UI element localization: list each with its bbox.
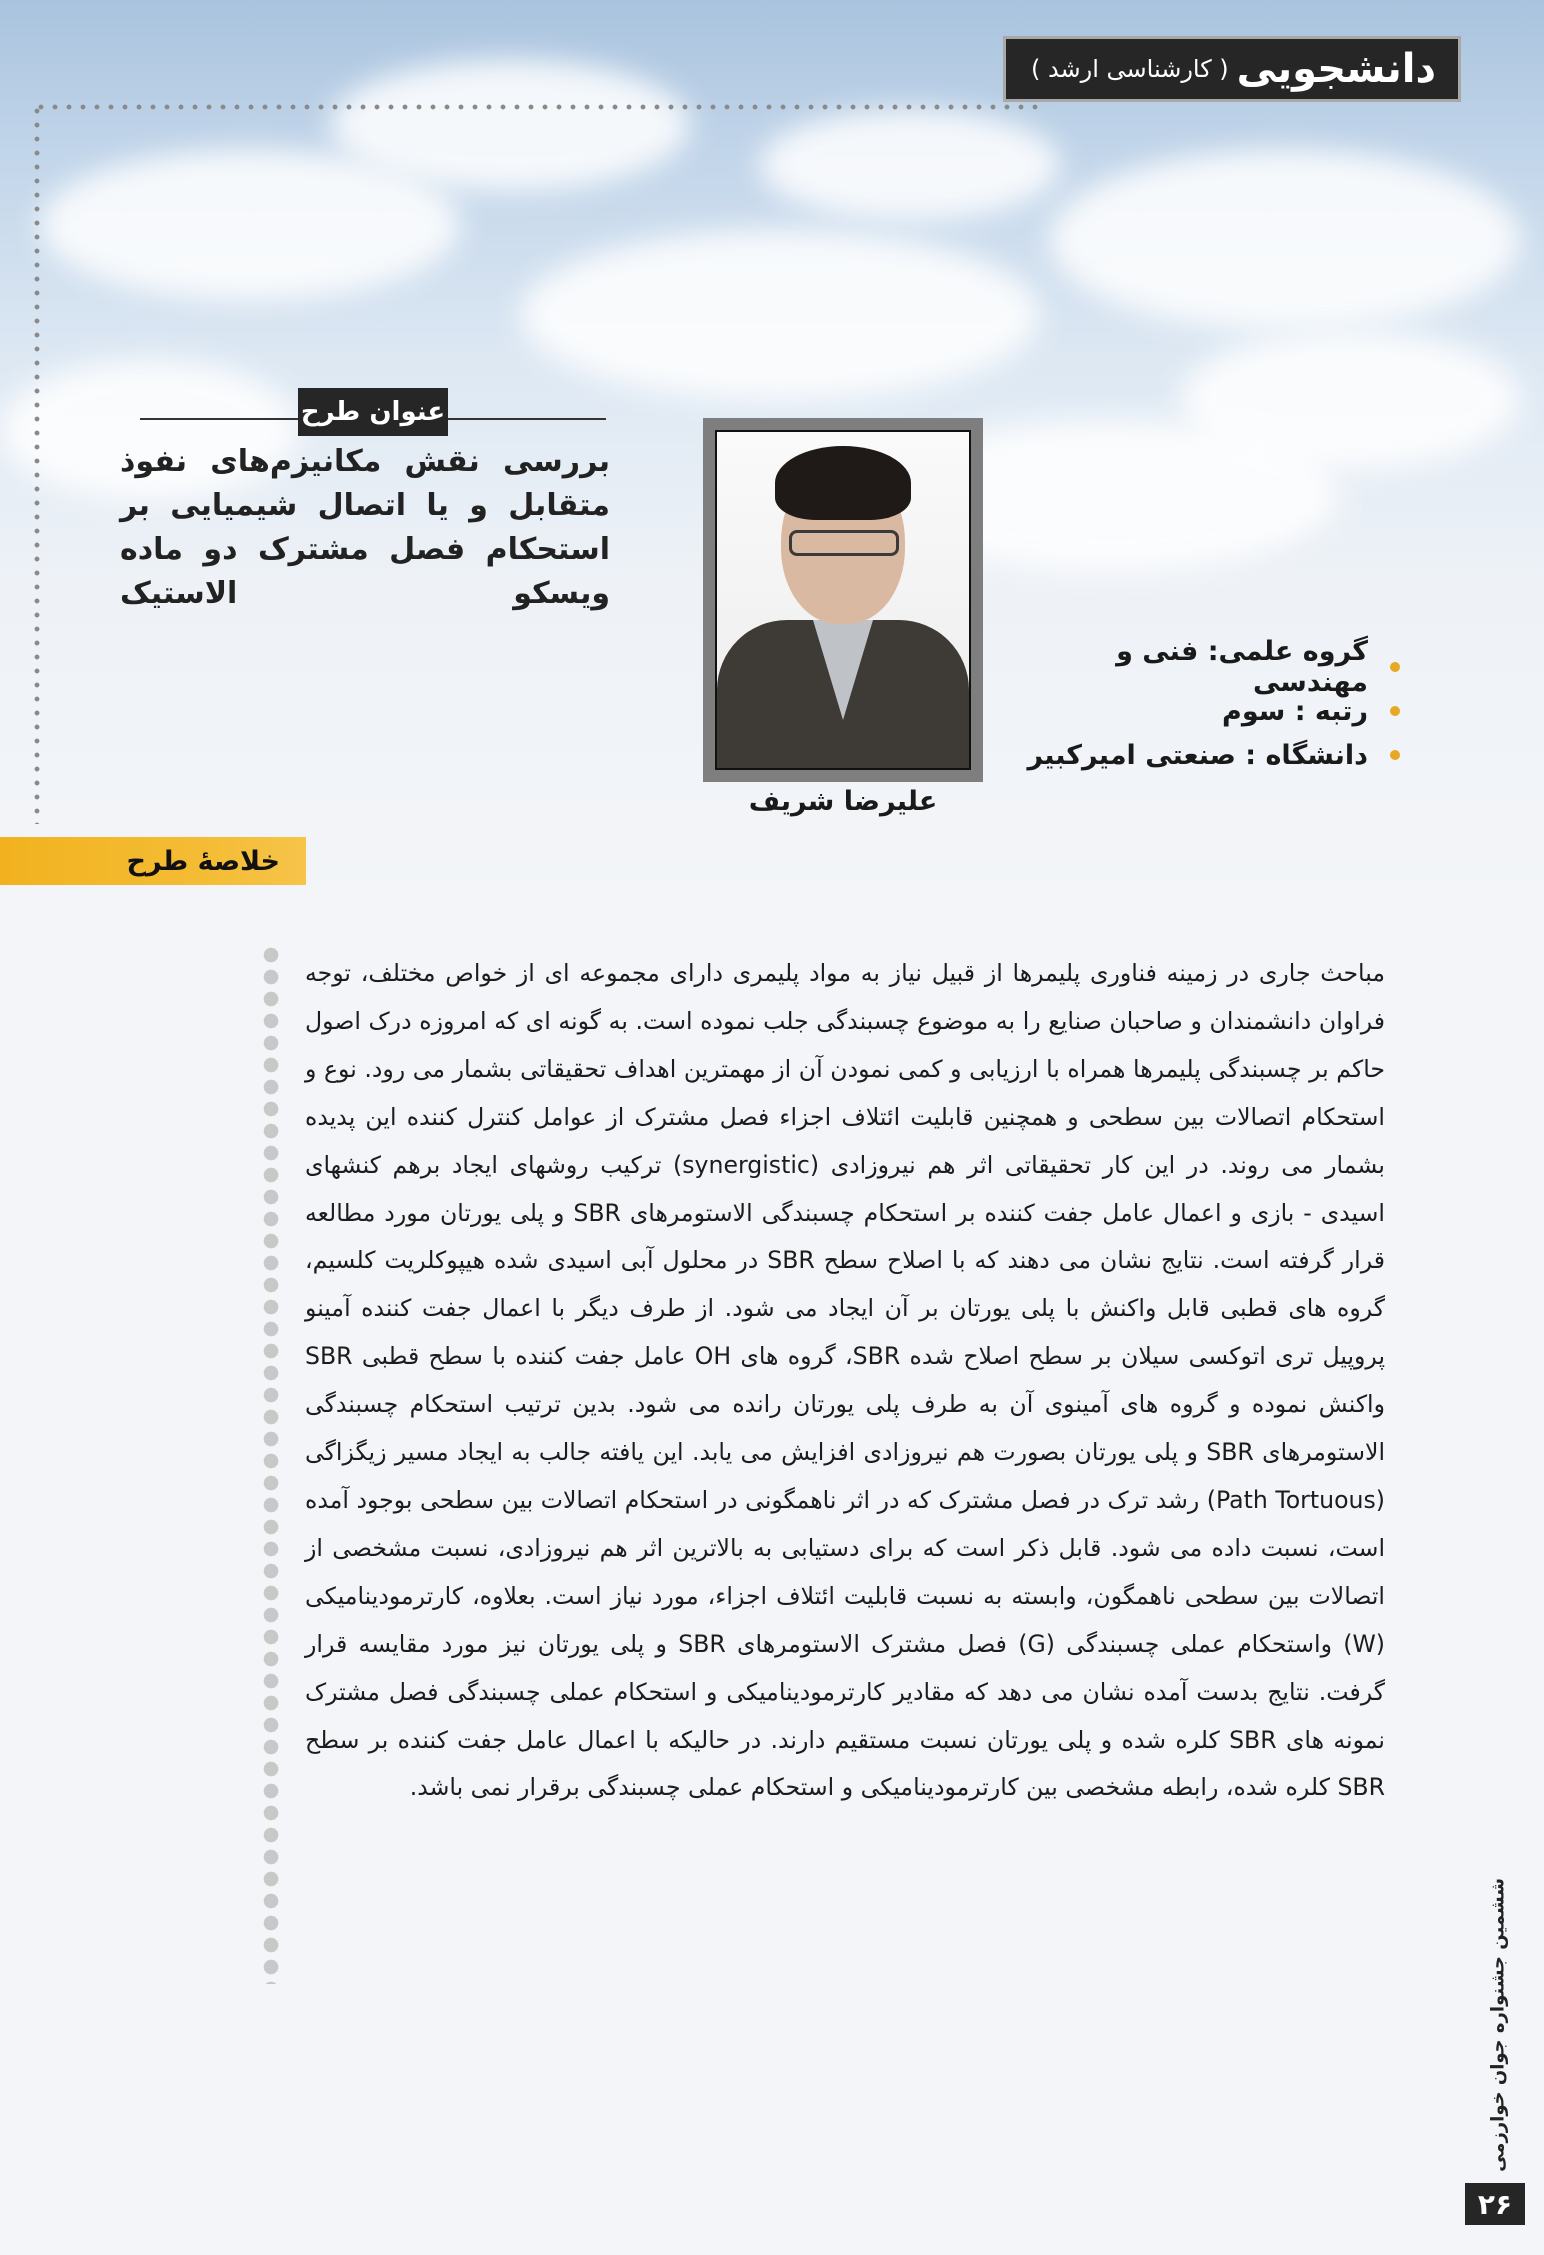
page-number: ۲۶ — [1465, 2183, 1525, 2225]
bullet-icon — [1390, 662, 1400, 672]
info-item-label: رتبه : سوم — [1222, 695, 1368, 727]
festival-side-text — [1487, 1878, 1509, 2172]
project-title-label: عنوان طرح — [298, 388, 448, 436]
portrait-photo — [703, 418, 983, 782]
summary-heading: خلاصۀ طرح — [0, 837, 306, 885]
dotted-border-left — [34, 104, 40, 824]
abstract-text: مباحث جاری در زمینه فناوری پلیمرها از قبیل نیاز به مواد پلیمری دارای مجموعه ای از خواص مختلف، توجه فراوان دانشمندان و صاحبان صنایع را به موضوع چسبندگی جلب نموده است. به گونه ای که امروزه درک اصول حاکم بر چسبندگی پلیمرها همراه با ارزیابی و کمی نمودن آن از مهمترین اهداف تحقیقاتی بشمار می رود. نوع و استحکام اتصالات بین سطحی و همچنین قابلیت ائتلاف اجزاء فصل مشترک از عوامل کنترل کننده این پدیده بشمار می روند. در این کار تحقیقاتی اثر هم نیروزادی (synergistic) ترکیب روشهای ایجاد برهم کنشهای اسیدی - بازی و اعمال عامل جفت کننده بر استحکام چسبندگی الاستومرهای SBR و پلی یورتان مورد مطالعه قرار گرفته است. نتایج نشان می دهند که با اصلاح سطح SBR در محلول آبی اسیدی شده هیپوکلریت کلسیم، گروه های قطبی قابل واکنش با پلی یورتان بر آن ایجاد می شود. از طرف دیگر با اعمال جفت کننده آمینو پروپیل تری اتوکسی سیلان بر سطح اصلاح شده SBR، گروه های OH عامل جفت کننده با سطح قطبی SBR واکنش نموده و گروه های آمینوی آن به طرف پلی یورتان رانده می شود. بدین ترتیب استحکام چسبندگی الاستومرهای SBR و پلی یورتان بصورت هم نیروزادی افزایش می یابد. این یافته جالب به ایجاد مسیر زیگزاگی (Path Tortuous) رشد ترک در فصل مشترک که در اثر ناهمگونی در استحکام اتصالات بین سطحی بوجود آمده است، نسبت داده می شود. قابل ذکر است که برای دستیابی به بالاترین اثر هم نیروزادی، نسبت مشخصی از اتصالات بین سطحی ناهمگون، وابسته به نسبت قابلیت ائتلاف اجزاء، مورد نیاز است. بعلاوه، کارترمودینامیکی (W) واستحکام عملی چسبندگی (G) فصل مشترک الاستومرهای SBR و پلی یورتان نیز مورد مقایسه قرار گرفت. نتایج بدست آمده نشان می دهد که مقادیر کارترمودینامیکی و استحکام عملی چسبندگی فصل مشترک نمونه های SBR کلره شده و پلی یورتان نسبت مستقیم دارند. در حالیکه با اعمال عامل جفت کننده بر سطح SBR کلره شده، رابطه مشخصی بین کارترمودینامیکی و استحکام عملی چسبندگی برقرار نمی باشد. — [305, 959, 1386, 1802]
category-header — [1003, 36, 1461, 102]
project-title: بررسی نقش مکانیزم‌های نفوذ متقابل و یا اتصال شیمیایی بر استحکام فصل مشترک دو ماده ویسکو الاستیک — [120, 444, 610, 611]
bullet-icon — [1390, 750, 1400, 760]
dotted-border-top — [34, 104, 1044, 110]
info-item-group — [1000, 636, 1400, 698]
person-name: علیرضا شریف — [748, 786, 938, 817]
category-subtitle: ( کارشناسی ارشد ) — [1030, 55, 1229, 83]
info-item-label: گروه علمی: فنی و مهندسی — [1116, 636, 1368, 698]
bullet-icon — [1390, 706, 1400, 716]
dotted-margin-decoration — [262, 944, 280, 1984]
info-item-label: دانشگاه : صنعتی امیرکبیر — [1027, 739, 1368, 771]
info-list — [1000, 636, 1400, 777]
festival-name: ششمین جشنواره جوان خوارزمی — [1487, 1878, 1509, 2172]
category-title: دانشجویی — [1236, 46, 1436, 92]
info-item-university — [1000, 733, 1400, 777]
